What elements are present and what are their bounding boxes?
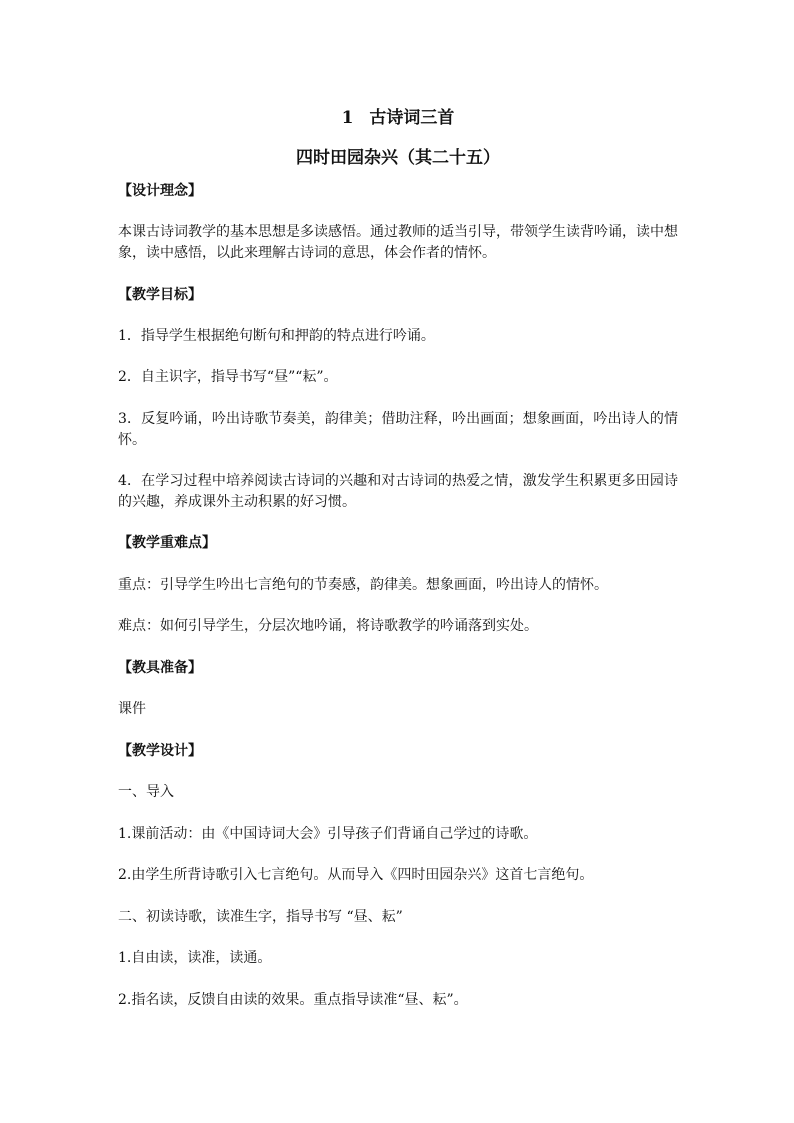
design-part2-item-2: 2.指名读，反馈自由读的效果。重点指导读准“昼、耘”。 <box>118 992 468 1008</box>
design-concept-heading: 【设计理念】 <box>118 183 202 199</box>
lesson-title <box>118 107 678 129</box>
design-concept-text: 本课古诗词教学的基本思想是多读感悟。通过教师的适当引导，带领学生读背吟诵，读中想象，读中感悟，以此来理解古诗词的意思，体会作者的情怀。 <box>118 224 678 261</box>
design-part2-item-1: 1.自由读，读准，读通。 <box>118 950 272 966</box>
poem-title: 四时田园杂兴（其二十五） <box>296 148 500 168</box>
materials-heading: 【教具准备】 <box>118 660 202 676</box>
design-part1-item-2: 2.由学生所背诗歌引入七言绝句。从而导入《四时田园杂兴》这首七言绝句。 <box>118 867 594 883</box>
design-heading: 【教学设计】 <box>118 743 202 759</box>
design-part1-title: 一、导入 <box>118 784 174 800</box>
objective-item-4: 4．在学习过程中培养阅读古诗词的兴趣和对古诗词的热爱之情，激发学生积累更多田园诗的兴趣，养成课外主动积累的好习惯。 <box>118 473 678 510</box>
design-part1-item-1: 1.课前活动：由《中国诗词大会》引导孩子们背诵自己学过的诗歌。 <box>118 826 538 842</box>
design-part2-title: 二、初读诗歌，读准生字，指导书写 “昼、耘” <box>118 909 403 925</box>
objective-item-2: 2．自主识字，指导书写“昼”“耘”。 <box>118 369 338 385</box>
lesson-title-text: 古诗词三首 <box>369 108 455 128</box>
objective-item-1: 1．指导学生根据绝句断句和押韵的特点进行吟诵。 <box>118 328 435 344</box>
key-points-heading: 【教学重难点】 <box>118 535 216 551</box>
materials-text: 课件 <box>118 701 146 717</box>
key-point-text: 重点：引导学生吟出七言绝句的节奏感，韵律美。想象画面，吟出诗人的情怀。 <box>118 577 608 593</box>
objective-item-3: 3．反复吟诵，吟出诗歌节奏美，韵律美；借助注释，吟出画面；想象画面，吟出诗人的情怀。 <box>118 411 678 448</box>
difficult-point-text: 难点：如何引导学生，分层次地吟诵，将诗歌教学的吟诵落到实处。 <box>118 618 538 634</box>
objectives-heading: 【教学目标】 <box>118 287 202 303</box>
lesson-number: 1 <box>341 108 354 128</box>
